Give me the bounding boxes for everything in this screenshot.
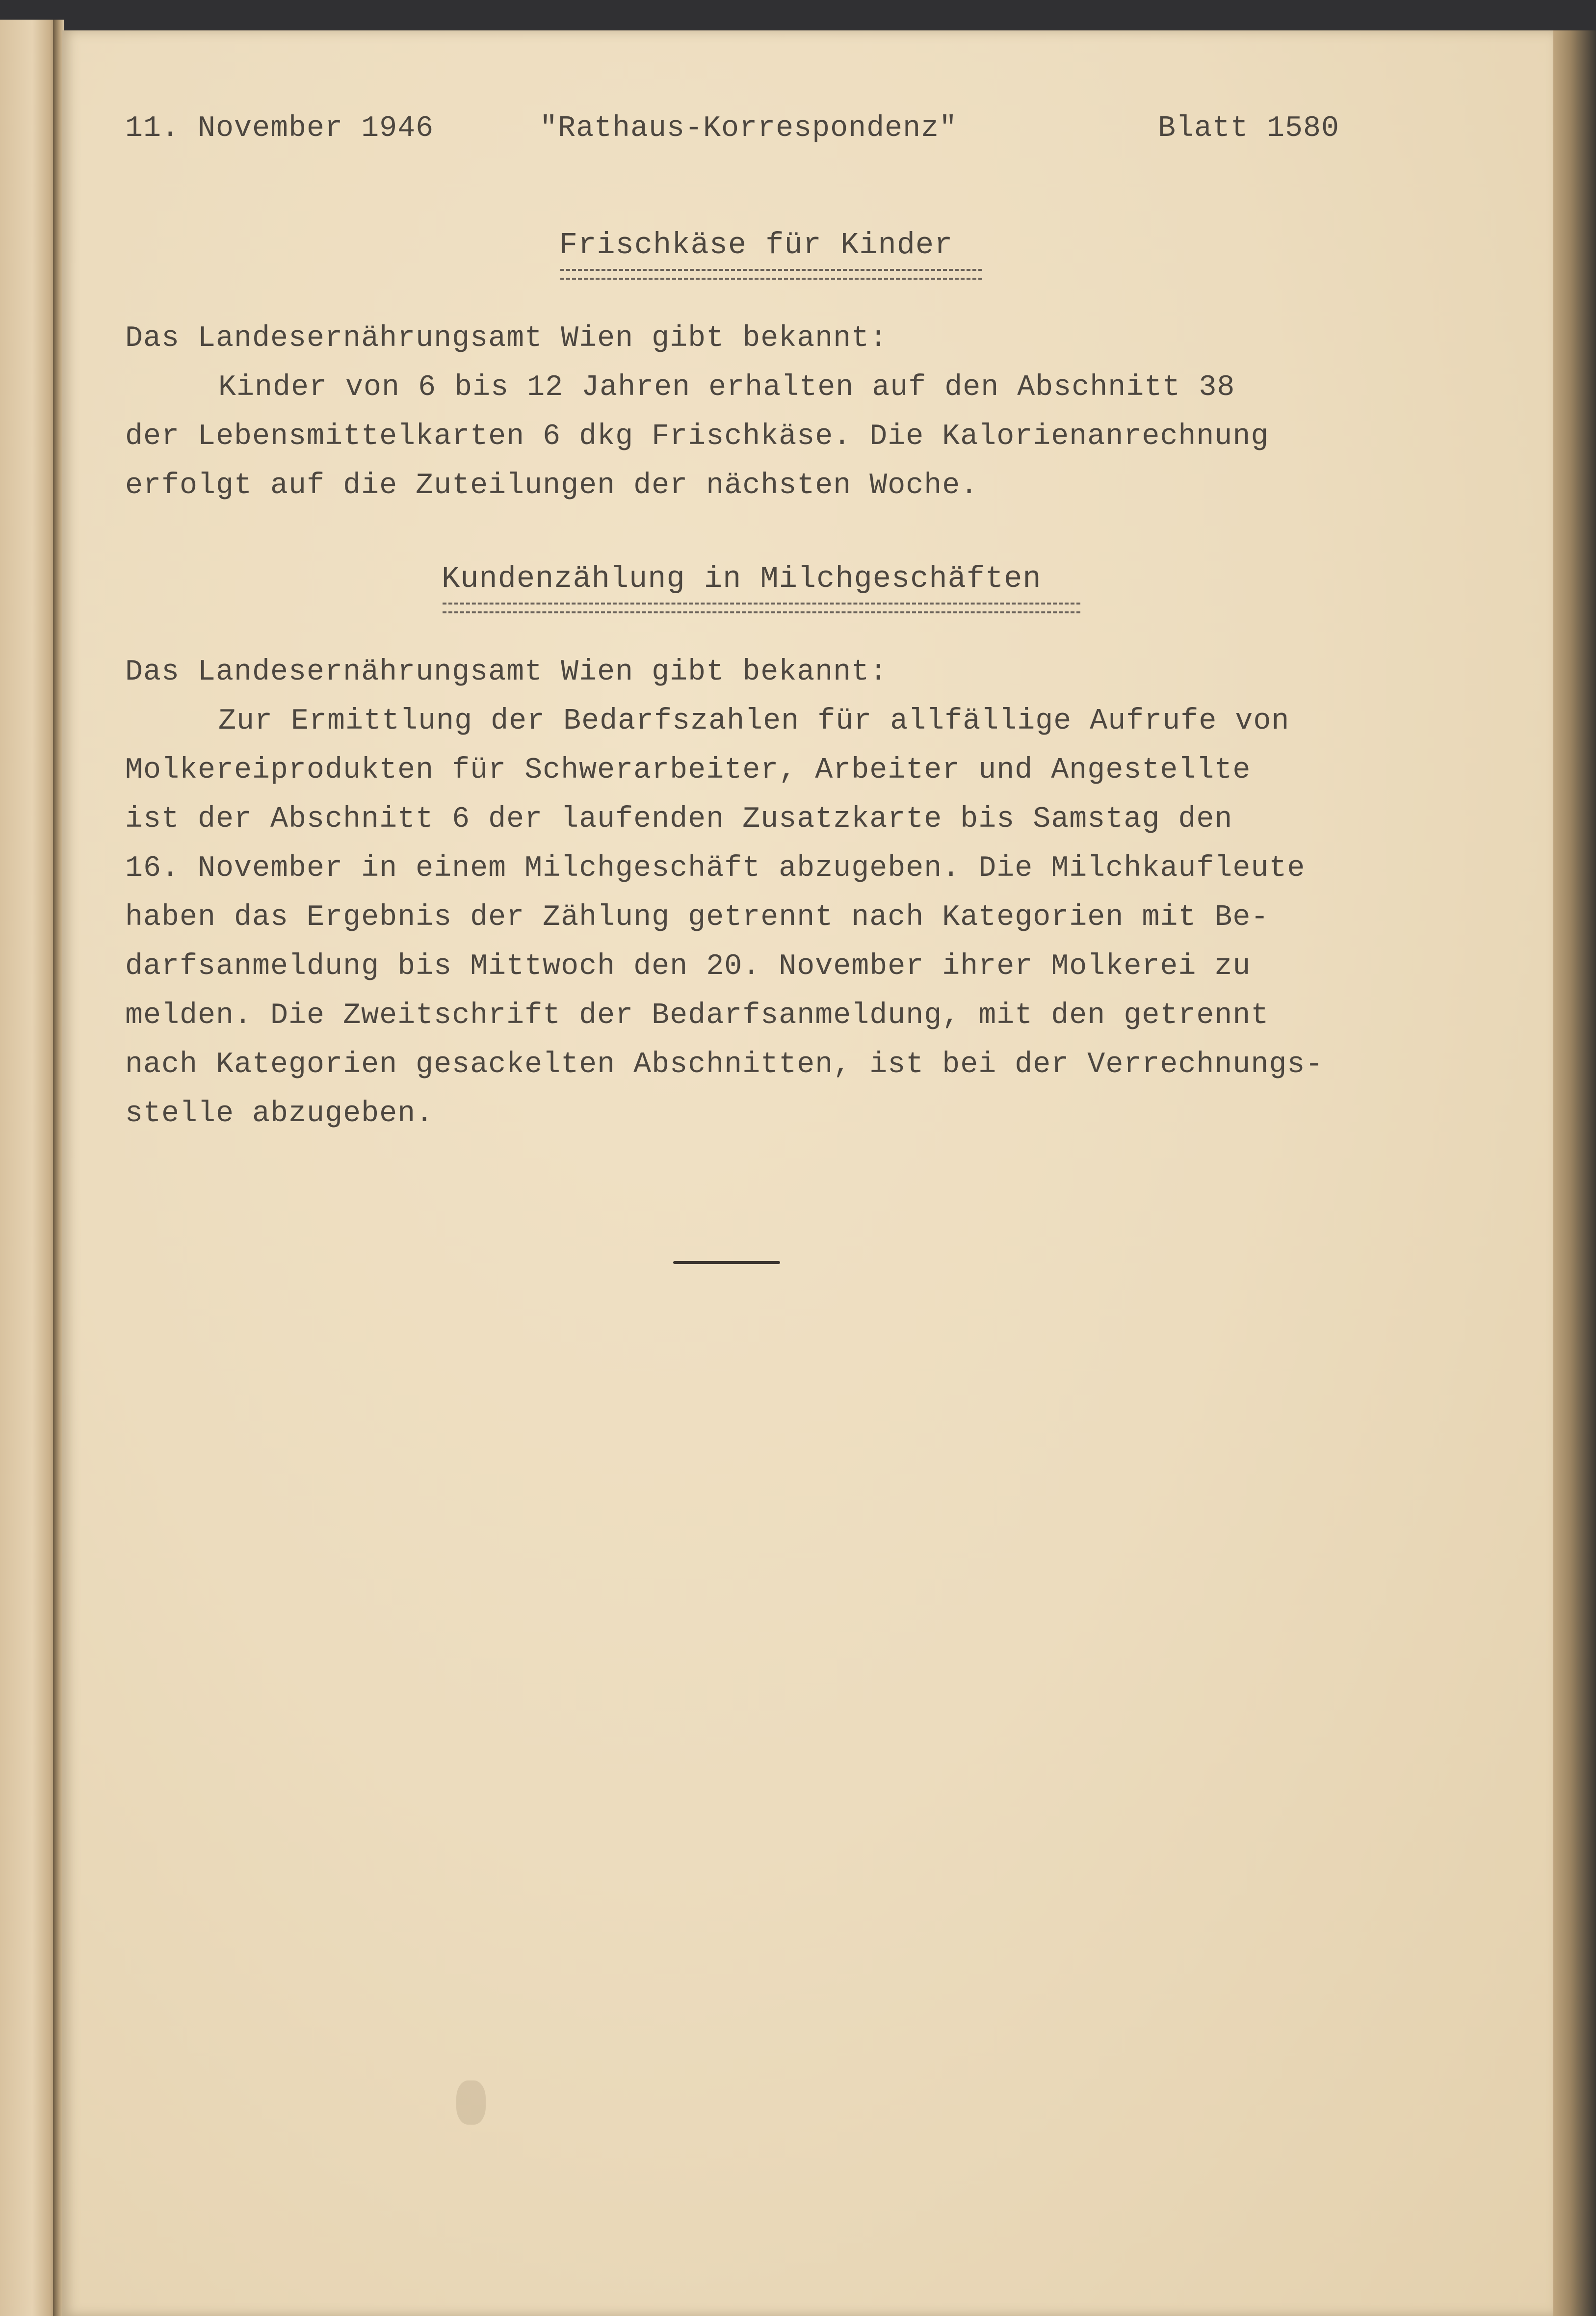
header-date: 11. November 1946 <box>125 112 434 145</box>
header-publication: "Rathaus-Korrespondenz" <box>540 112 958 145</box>
header-sheet-number: Blatt 1580 <box>1158 112 1340 145</box>
article2-line: ist der Abschnitt 6 der laufenden Zusatzkarte bis Samstag den <box>125 803 1233 836</box>
article2-title: Kundenzählung in Milchgeschäften <box>442 561 1042 596</box>
article2-title-underline <box>443 603 1080 613</box>
article1-line: der Lebensmittelkarten 6 dkg Frischkäse. Die Kalorienanrechnung <box>125 420 1269 453</box>
article2-line: Zur Ermittlung der Bedarfszahlen für allfällige Aufrufe von <box>218 705 1290 738</box>
article2-line: stelle abzugeben. <box>125 1097 434 1131</box>
article2-intro: Das Landesernährungsamt Wien gibt bekannt: <box>125 656 888 689</box>
article2-line: Molkereiprodukten für Schwerarbeiter, Arbeiter und Angestellte <box>125 754 1251 787</box>
article2-line: haben das Ergebnis der Zählung getrennt nach Kategorien mit Be- <box>125 901 1269 934</box>
article1-line: erfolgt auf die Zuteilungen der nächsten Woche. <box>125 469 979 502</box>
article2-body <box>125 697 1450 1138</box>
article1-title: Frischkäse für Kinder <box>559 228 953 263</box>
previous-page-edge <box>0 20 59 2316</box>
scanner-background <box>0 0 1596 34</box>
article2-line: darfsanmeldung bis Mittwoch den 20. November ihrer Molkerei zu <box>125 950 1251 983</box>
article1-title-underline <box>560 269 982 280</box>
article1-body <box>125 363 1450 510</box>
article1-line: Kinder von 6 bis 12 Jahren erhalten auf den Abschnitt 38 <box>218 371 1235 404</box>
paper-stain <box>456 2080 486 2125</box>
article2-line: melden. Die Zweitschrift der Bedarfsanmeldung, mit den getrennt <box>125 999 1269 1032</box>
article2-line: nach Kategorien gesackelten Abschnitten, ist bei der Verrechnungs- <box>125 1048 1324 1081</box>
article2-line: 16. November in einem Milchgeschäft abzugeben. Die Milchkaufleute <box>125 852 1306 885</box>
end-of-section-rule <box>673 1261 780 1264</box>
page-right-edge <box>1553 30 1596 2316</box>
article1-intro: Das Landesernährungsamt Wien gibt bekannt: <box>125 322 888 355</box>
